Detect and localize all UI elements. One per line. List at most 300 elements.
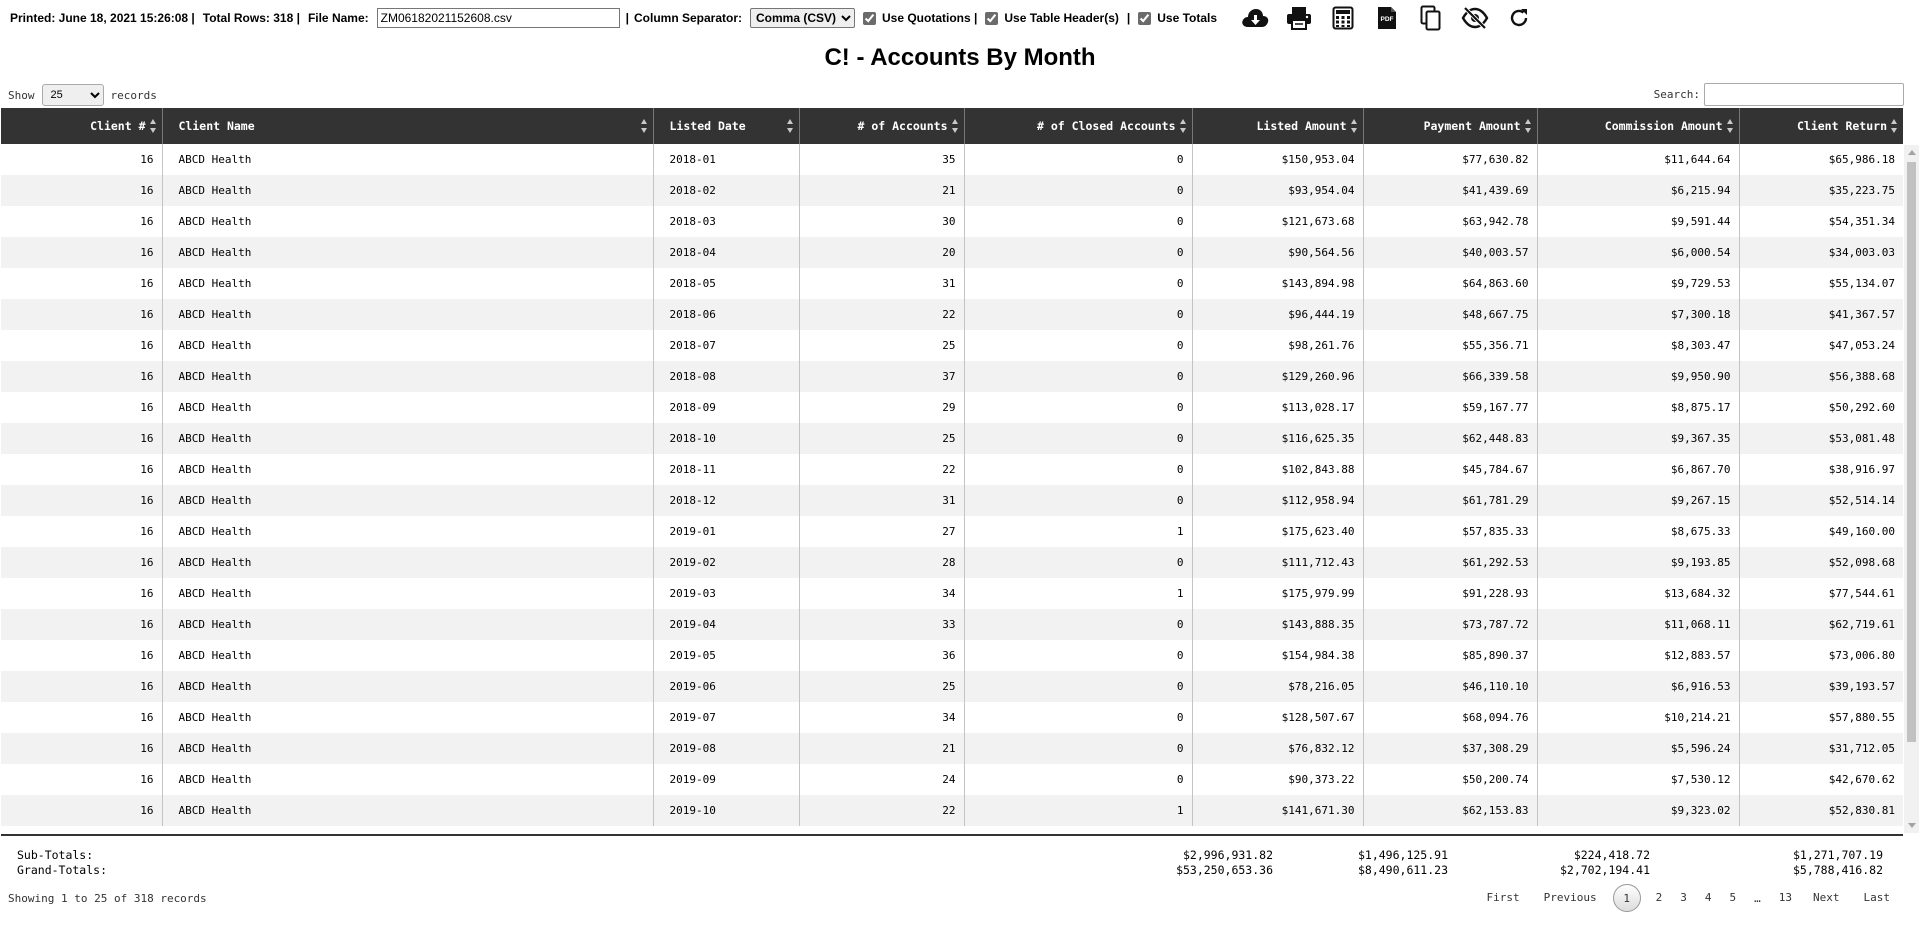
cell-listed-date: 2019-07 [653, 702, 799, 733]
pagination [1475, 884, 1902, 912]
column-header-label: Client Name [178, 119, 255, 133]
cell-commission-amount: $9,729.53 [1537, 268, 1739, 299]
sub-total-payment-amount: $1,496,125.91 [1357, 848, 1448, 862]
column-header-label: Payment Amount [1423, 119, 1521, 133]
cell-num-closed-accounts: 0 [964, 175, 1192, 206]
cell-client-return: $35,223.75 [1739, 175, 1903, 206]
cell-num-closed-accounts: 0 [964, 609, 1192, 640]
sub-total-client-return: $1,271,707.19 [1792, 848, 1883, 862]
table-row[interactable] [1, 361, 1903, 392]
pagination-page[interactable]: 4 [1704, 891, 1712, 904]
cell-client-name: ABCD Health [162, 144, 653, 175]
sort-icon [787, 119, 794, 133]
cell-commission-amount: $8,675.33 [1537, 516, 1739, 547]
cell-commission-amount: $11,068.11 [1537, 609, 1739, 640]
table-row[interactable] [1, 330, 1903, 361]
cell-num-accounts: 34 [799, 702, 964, 733]
cell-client-number: 16 [140, 401, 154, 414]
cell-num-accounts: 25 [799, 330, 964, 361]
cell-client-return: $52,830.81 [1739, 795, 1903, 826]
cell-client-name: ABCD Health [162, 299, 653, 330]
cell-commission-amount: $6,916.53 [1537, 671, 1739, 702]
export-icons [1240, 4, 1548, 32]
cell-payment-amount: $91,228.93 [1363, 578, 1537, 609]
table-row[interactable] [1, 764, 1903, 795]
cell-listed-amount: $175,623.40 [1192, 516, 1363, 547]
cell-commission-amount: $11,644.64 [1537, 144, 1739, 175]
table-row[interactable] [1, 547, 1903, 578]
cell-client-return: $41,367.57 [1739, 299, 1903, 330]
column-header-listed-amount[interactable] [1192, 108, 1363, 144]
cell-num-accounts: 36 [799, 640, 964, 671]
table-row[interactable] [1, 609, 1903, 640]
table-row[interactable] [1, 454, 1903, 485]
cell-client-name: ABCD Health [162, 578, 653, 609]
cell-client-name: ABCD Health [162, 454, 653, 485]
cell-client-number: 16 [140, 463, 154, 476]
cell-client-number: 16 [140, 587, 154, 600]
cell-listed-amount: $116,625.35 [1192, 423, 1363, 454]
cell-listed-date: 2018-03 [653, 206, 799, 237]
sort-icon [641, 119, 648, 133]
cell-payment-amount: $40,003.57 [1363, 237, 1537, 268]
cell-client-number: 16 [140, 649, 154, 662]
column-header-num-closed-accounts[interactable] [964, 108, 1192, 144]
column-header-label: Commission Amount [1604, 119, 1723, 133]
column-separator-label: Column Separator: [633, 11, 742, 25]
cell-num-accounts: 34 [799, 578, 964, 609]
pagination-page-current[interactable]: 1 [1613, 884, 1641, 912]
cell-payment-amount: $37,308.29 [1363, 733, 1537, 764]
table-row[interactable] [1, 268, 1903, 299]
pdf-icon[interactable] [1372, 4, 1402, 32]
cell-listed-amount: $150,953.04 [1192, 144, 1363, 175]
column-header-commission-amount[interactable] [1537, 108, 1739, 144]
sort-icon [1525, 119, 1532, 133]
cell-payment-amount: $62,448.83 [1363, 423, 1537, 454]
cell-commission-amount: $7,530.12 [1537, 764, 1739, 795]
cell-num-closed-accounts: 0 [964, 485, 1192, 516]
cell-listed-amount: $129,260.96 [1192, 361, 1363, 392]
table-row[interactable] [1, 516, 1903, 547]
cell-num-closed-accounts: 0 [964, 764, 1192, 795]
cell-num-accounts: 24 [799, 764, 964, 795]
records-label: records [110, 88, 157, 102]
cell-client-name: ABCD Health [162, 330, 653, 361]
table-row[interactable] [1, 423, 1903, 454]
table-scrollbar[interactable] [1904, 145, 1919, 833]
cell-payment-amount: $50,200.74 [1363, 764, 1537, 795]
cell-client-return: $57,880.55 [1739, 702, 1903, 733]
export-toolbar [10, 6, 1217, 30]
cell-commission-amount: $9,950.90 [1537, 361, 1739, 392]
cell-payment-amount: $63,942.78 [1363, 206, 1537, 237]
cell-payment-amount: $62,153.83 [1363, 795, 1537, 826]
cell-num-closed-accounts: 0 [964, 392, 1192, 423]
cell-client-name: ABCD Health [162, 547, 653, 578]
cell-client-number: 16 [140, 339, 154, 352]
cell-commission-amount: $10,214.21 [1537, 702, 1739, 733]
cell-num-closed-accounts: 0 [964, 733, 1192, 764]
file-name-label: File Name: [307, 11, 369, 25]
cell-num-accounts: 35 [799, 144, 964, 175]
cell-client-name: ABCD Health [162, 795, 653, 826]
search-control [1654, 83, 1904, 106]
column-header-label: # of Closed Accounts [1037, 119, 1176, 133]
cell-listed-date: 2018-10 [653, 423, 799, 454]
cell-client-return: $47,053.24 [1739, 330, 1903, 361]
cell-listed-date: 2018-11 [653, 454, 799, 485]
column-separator-select[interactable] [750, 8, 855, 28]
cell-payment-amount: $85,890.37 [1363, 640, 1537, 671]
cell-listed-amount: $154,984.38 [1192, 640, 1363, 671]
column-header-num-accounts[interactable] [799, 108, 964, 144]
total-rows: Total Rows: 318 | [202, 11, 300, 25]
cell-num-closed-accounts: 0 [964, 454, 1192, 485]
cell-commission-amount: $7,300.18 [1537, 299, 1739, 330]
cell-listed-date: 2019-01 [653, 516, 799, 547]
table-row[interactable] [1, 485, 1903, 516]
cell-num-accounts: 21 [799, 175, 964, 206]
cell-payment-amount: $59,167.77 [1363, 392, 1537, 423]
search-input[interactable] [1704, 83, 1904, 106]
pagination-next[interactable]: Next [1813, 891, 1840, 904]
scrollbar-thumb[interactable] [1907, 162, 1916, 742]
cell-commission-amount: $8,875.17 [1537, 392, 1739, 423]
table-row[interactable] [1, 175, 1903, 206]
cell-num-closed-accounts: 0 [964, 144, 1192, 175]
printed-timestamp: Printed: June 18, 2021 15:26:08 | [10, 11, 195, 25]
cell-listed-amount: $76,832.12 [1192, 733, 1363, 764]
toolbar-divider: | [625, 11, 629, 25]
column-header-label: Client Return [1796, 119, 1887, 133]
eye-slash-icon[interactable] [1460, 4, 1490, 32]
use-table-headers-checkbox[interactable] [985, 12, 998, 25]
pagination-first[interactable]: First [1486, 891, 1520, 904]
cell-num-accounts: 33 [799, 609, 964, 640]
column-header-label: # of Accounts [857, 119, 948, 133]
cell-client-number: 16 [140, 525, 154, 538]
pagination-page[interactable]: 5 [1729, 891, 1737, 904]
cell-client-number: 16 [1, 609, 162, 640]
cell-client-number: 16 [1, 671, 162, 702]
cell-listed-amount: $102,843.88 [1192, 454, 1363, 485]
cell-commission-amount: $9,267.15 [1537, 485, 1739, 516]
cell-client-number: 16 [140, 711, 154, 724]
column-header-client-name[interactable] [162, 108, 653, 144]
column-header-label: Client # [90, 119, 146, 133]
cell-client-return: $31,712.05 [1739, 733, 1903, 764]
cell-payment-amount: $68,094.76 [1363, 702, 1537, 733]
cell-commission-amount: $9,323.02 [1537, 795, 1739, 826]
pagination-page[interactable]: 3 [1680, 891, 1687, 904]
cell-listed-amount: $78,216.05 [1192, 671, 1363, 702]
table-row[interactable] [1, 578, 1903, 609]
cell-num-accounts: 20 [799, 237, 964, 268]
cell-num-closed-accounts: 0 [964, 423, 1192, 454]
table-row[interactable] [1, 144, 1903, 175]
cell-listed-amount: $112,958.94 [1192, 485, 1363, 516]
sort-icon [1180, 119, 1187, 133]
cell-listed-amount: $143,888.35 [1192, 609, 1363, 640]
accounts-table [1, 108, 1903, 826]
cell-client-name: ABCD Health [162, 671, 653, 702]
cell-client-number: 16 [1, 795, 162, 826]
cell-listed-date: 2019-04 [653, 609, 799, 640]
cell-listed-amount: $113,028.17 [1192, 392, 1363, 423]
sub-totals-label: Sub-Totals: [17, 848, 94, 862]
cell-commission-amount: $9,193.85 [1537, 547, 1739, 578]
pagination-ellipsis: … [1754, 891, 1761, 905]
toolbar-divider: | [1126, 11, 1131, 25]
cell-client-return: $53,081.48 [1739, 423, 1903, 454]
copy-icon[interactable] [1416, 4, 1446, 32]
use-totals-option[interactable] [1138, 11, 1217, 25]
table-row[interactable] [1, 206, 1903, 237]
table-row[interactable] [1, 237, 1903, 268]
cell-payment-amount: $48,667.75 [1363, 299, 1537, 330]
cell-listed-amount: $93,954.04 [1192, 175, 1363, 206]
cell-num-accounts: 31 [799, 485, 964, 516]
cell-listed-date: 2018-07 [653, 330, 799, 361]
cell-num-accounts: 31 [799, 268, 964, 299]
grand-total-commission-amount: $2,702,194.41 [1559, 863, 1650, 877]
use-quotations-label: Use Quotations | [882, 11, 978, 25]
cell-num-closed-accounts: 0 [964, 671, 1192, 702]
use-table-headers-option[interactable] [985, 11, 1127, 25]
data-table-container [1, 108, 1903, 833]
cell-client-return: $65,986.18 [1739, 144, 1903, 175]
cell-client-return: $62,719.61 [1739, 609, 1903, 640]
cell-num-closed-accounts: 1 [964, 516, 1192, 547]
cell-listed-amount: $90,373.22 [1192, 764, 1363, 795]
cell-client-return: $34,003.03 [1739, 237, 1903, 268]
cell-listed-date: 2018-09 [653, 392, 799, 423]
cell-client-number: 16 [1, 237, 162, 268]
table-row[interactable] [1, 299, 1903, 330]
cell-client-return: $42,670.62 [1739, 764, 1903, 795]
cell-num-closed-accounts: 0 [964, 237, 1192, 268]
cell-payment-amount: $45,784.67 [1363, 454, 1537, 485]
grand-total-payment-amount: $8,490,611.23 [1357, 863, 1448, 877]
cell-listed-amount: $128,507.67 [1192, 702, 1363, 733]
table-body [1, 144, 1903, 826]
search-label: Search: [1653, 88, 1700, 101]
cell-listed-amount: $121,673.68 [1192, 206, 1363, 237]
pagination-last[interactable]: Last [1863, 891, 1890, 904]
scroll-up-arrow-icon[interactable] [1908, 150, 1916, 155]
sort-icon [1351, 119, 1358, 133]
cell-client-number: 16 [1, 485, 162, 516]
cell-commission-amount: $13,684.32 [1537, 578, 1739, 609]
use-table-headers-label: Use Table Header(s) [1004, 11, 1119, 25]
use-quotations-option[interactable] [863, 11, 985, 25]
refresh-icon[interactable] [1504, 4, 1534, 32]
cell-client-return: $55,134.07 [1739, 268, 1903, 299]
cell-listed-date: 2018-02 [653, 175, 799, 206]
cell-client-name: ABCD Health [162, 609, 653, 640]
cell-listed-amount: $143,894.98 [1192, 268, 1363, 299]
cell-commission-amount: $6,000.54 [1537, 237, 1739, 268]
cell-client-return: $73,006.80 [1739, 640, 1903, 671]
cell-listed-date: 2019-08 [653, 733, 799, 764]
cell-client-name: ABCD Health [162, 206, 653, 237]
cell-client-name: ABCD Health [162, 175, 653, 206]
use-totals-label: Use Totals [1157, 11, 1218, 25]
table-info: Showing 1 to 25 of 318 records [8, 892, 207, 905]
cell-commission-amount: $5,596.24 [1537, 733, 1739, 764]
cell-commission-amount: $8,303.47 [1537, 330, 1739, 361]
sort-icon [952, 119, 959, 133]
cell-listed-amount: $90,564.56 [1192, 237, 1363, 268]
cell-payment-amount: $61,292.53 [1363, 547, 1537, 578]
cell-client-number: 16 [1, 547, 162, 578]
pagination-page-last[interactable]: 13 [1778, 891, 1792, 904]
cell-listed-amount: $175,979.99 [1192, 578, 1363, 609]
cell-client-return: $52,098.68 [1739, 547, 1903, 578]
sort-icon [150, 119, 157, 133]
cell-num-closed-accounts: 0 [964, 206, 1192, 237]
cell-client-number: 16 [140, 215, 154, 228]
cell-payment-amount: $66,339.58 [1363, 361, 1537, 392]
cell-num-closed-accounts: 0 [964, 640, 1192, 671]
cell-commission-amount: $9,591.44 [1537, 206, 1739, 237]
cell-client-number: 16 [140, 153, 154, 166]
cell-payment-amount: $55,356.71 [1363, 330, 1537, 361]
cell-client-name: ABCD Health [162, 268, 653, 299]
cell-num-accounts: 27 [799, 516, 964, 547]
table-row[interactable] [1, 795, 1903, 826]
cell-client-name: ABCD Health [162, 361, 653, 392]
cell-num-accounts: 30 [799, 206, 964, 237]
cell-listed-date: 2018-05 [653, 268, 799, 299]
use-quotations-checkbox[interactable] [863, 12, 876, 25]
printer-icon[interactable] [1284, 4, 1314, 32]
sub-total-listed-amount: $2,996,931.82 [1182, 848, 1273, 862]
cell-client-name: ABCD Health [162, 392, 653, 423]
cell-client-name: ABCD Health [162, 764, 653, 795]
cell-num-accounts: 22 [799, 454, 964, 485]
cell-listed-amount: $111,712.43 [1192, 547, 1363, 578]
table-row[interactable] [1, 702, 1903, 733]
cell-client-return: $77,544.61 [1739, 578, 1903, 609]
table-row[interactable] [1, 640, 1903, 671]
column-header-listed-date[interactable] [653, 108, 799, 144]
page-size-control [8, 84, 157, 106]
cell-payment-amount: $41,439.69 [1363, 175, 1537, 206]
cell-commission-amount: $6,867.70 [1537, 454, 1739, 485]
cell-client-return: $56,388.68 [1739, 361, 1903, 392]
grand-total-client-return: $5,788,416.82 [1792, 863, 1883, 877]
cell-payment-amount: $61,781.29 [1363, 485, 1537, 516]
cell-payment-amount: $77,630.82 [1363, 144, 1537, 175]
pagination-previous[interactable]: Previous [1543, 891, 1597, 904]
totals-section [1, 834, 1903, 879]
cell-num-accounts: 21 [799, 733, 964, 764]
column-header-payment-amount[interactable] [1363, 108, 1537, 144]
cell-client-name: ABCD Health [162, 423, 653, 454]
cell-num-accounts: 22 [799, 299, 964, 330]
grand-totals-label: Grand-Totals: [17, 863, 108, 877]
column-header-client-return[interactable] [1739, 108, 1903, 144]
cell-listed-date: 2018-12 [653, 485, 799, 516]
cell-num-accounts: 28 [799, 547, 964, 578]
cell-num-accounts: 29 [799, 392, 964, 423]
grand-total-listed-amount: $53,250,653.36 [1176, 863, 1273, 877]
sub-total-commission-amount: $224,418.72 [1573, 848, 1650, 862]
cell-num-closed-accounts: 0 [964, 330, 1192, 361]
page-size-select[interactable] [42, 84, 104, 106]
cell-client-number: 16 [1, 175, 162, 206]
cell-client-name: ABCD Health [162, 237, 653, 268]
cloud-download-icon[interactable] [1240, 4, 1270, 32]
sort-icon [1727, 119, 1734, 133]
cell-num-closed-accounts: 0 [964, 299, 1192, 330]
calculator-icon[interactable] [1328, 4, 1358, 32]
cell-num-accounts: 22 [799, 795, 964, 826]
cell-num-closed-accounts: 0 [964, 547, 1192, 578]
cell-client-number: 16 [1, 733, 162, 764]
cell-client-number: 16 [140, 277, 154, 290]
cell-client-name: ABCD Health [162, 516, 653, 547]
cell-listed-date: 2018-08 [653, 361, 799, 392]
cell-client-name: ABCD Health [162, 640, 653, 671]
cell-listed-date: 2018-06 [653, 299, 799, 330]
cell-client-number: 16 [1, 361, 162, 392]
cell-payment-amount: $57,835.33 [1363, 516, 1537, 547]
cell-num-closed-accounts: 0 [964, 361, 1192, 392]
table-row[interactable] [1, 671, 1903, 702]
cell-listed-amount: $96,444.19 [1192, 299, 1363, 330]
cell-payment-amount: $64,863.60 [1363, 268, 1537, 299]
scroll-down-arrow-icon[interactable] [1908, 823, 1916, 828]
cell-num-closed-accounts: 1 [964, 795, 1192, 826]
cell-client-return: $50,292.60 [1739, 392, 1903, 423]
cell-client-number: 16 [1, 423, 162, 454]
pagination-page[interactable]: 2 [1655, 891, 1663, 904]
cell-client-number: 16 [140, 773, 154, 786]
sort-icon [1891, 119, 1898, 133]
cell-client-return: $38,916.97 [1739, 454, 1903, 485]
cell-listed-amount: $98,261.76 [1192, 330, 1363, 361]
table-row[interactable] [1, 733, 1903, 764]
cell-payment-amount: $73,787.72 [1363, 609, 1537, 640]
cell-listed-date: 2019-06 [653, 671, 799, 702]
cell-commission-amount: $12,883.57 [1537, 640, 1739, 671]
cell-client-return: $39,193.57 [1739, 671, 1903, 702]
cell-listed-date: 2019-02 [653, 547, 799, 578]
use-totals-checkbox[interactable] [1138, 12, 1151, 25]
cell-client-return: $52,514.14 [1739, 485, 1903, 516]
page-title: C! - Accounts By Month [824, 44, 1096, 71]
table-row[interactable] [1, 392, 1903, 423]
cell-client-return: $49,160.00 [1739, 516, 1903, 547]
cell-num-closed-accounts: 0 [964, 268, 1192, 299]
cell-listed-date: 2018-01 [653, 144, 799, 175]
column-header-client-number[interactable] [1, 108, 162, 144]
file-name-input[interactable] [377, 8, 620, 28]
cell-client-return: $54,351.34 [1739, 206, 1903, 237]
cell-listed-date: 2019-10 [653, 795, 799, 826]
cell-commission-amount: $6,215.94 [1537, 175, 1739, 206]
cell-num-accounts: 25 [799, 423, 964, 454]
column-header-label: Listed Amount [1256, 119, 1347, 133]
cell-listed-date: 2019-05 [653, 640, 799, 671]
cell-client-name: ABCD Health [162, 702, 653, 733]
cell-client-number: 16 [1, 299, 162, 330]
table-header-row [1, 108, 1903, 144]
cell-commission-amount: $9,367.35 [1537, 423, 1739, 454]
